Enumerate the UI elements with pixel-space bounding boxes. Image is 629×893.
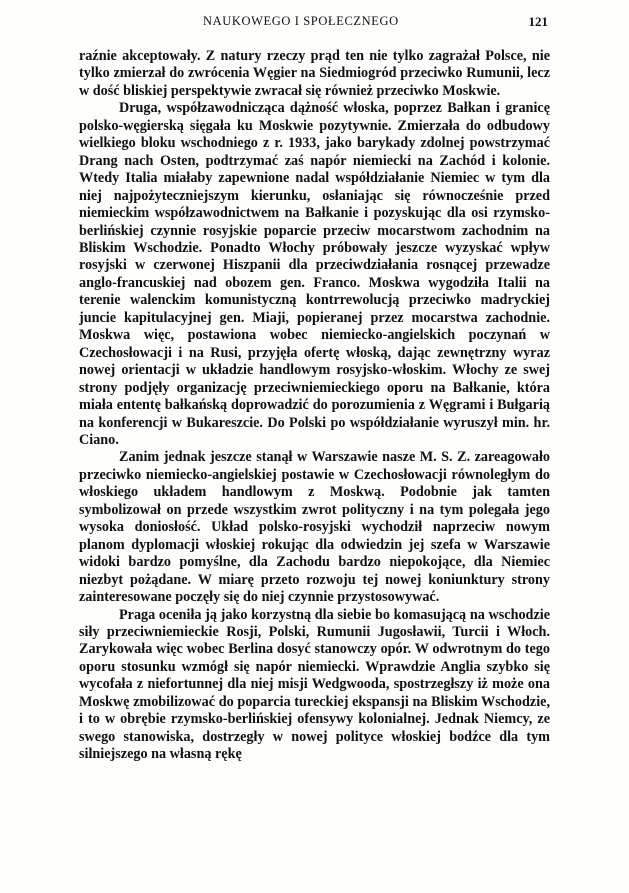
page-header: [78, 14, 548, 34]
running-title: NAUKOWEGO I SPOŁECZNEGO: [203, 14, 399, 28]
paragraph-1: raźnie akceptowały. Z natury rzeczy prąd ten nie tylko zagrażał Polsce, nie tylko zmierzał do zwrócenia Węgier na Siedmiogród przeciwko Rumunii, lecz w dość bliskiej perspektywie zwracał się również przeciwko Moskwie.: [79, 48, 550, 99]
paragraph-3: Zanim jednak jeszcze stanął w Warszawie nasze M. S. Z. zareagowało przeciwko niemiecko-angielskiej postawie w Czechosłowacji równoległym do włoskiego układem handlowym z Moskwą. Podobnie jak tamten symbolizował on przede wszystkim zwrot polityczny i na tym polegała jego wysoka doniosłość. Układ polsko-rosyjski wychodził naprzeciw nowym planom dyplomacji włoskiej rokując dla odwiedzin jej szefa w Warszawie widoki bardzo pomyślne, dla Zachodu bardzo niepokojące, dla Niemiec niezbyt pożądane. W miarę przeto rozwoju tej nowej koniunktury strony zainteresowane poczęły się do niej czynnie przystosowywać.: [79, 449, 550, 606]
body-text: [79, 48, 550, 764]
paragraph-4: Praga oceniła ją jako korzystną dla siebie bo komasującą na wschodzie siły przeciwniemieckie Rosji, Polski, Rumunii Jugosławii, Turcii i Włoch. Zarykowała więc wobec Berlina dosyć stanowczy opór. W odwrotnym do tego oporu stosunku wzmógł się napór niemiecki. Wprawdzie Anglia szybko się wycofała z niefortunnej dla niej misji Wedgwooda, spostrzegłszy iż może ona Moskwę zmobilizować do poparcia tureckiej ekspansji na Bliskim Wschodzie, i to w obrębie rzymsko-berlińskiej ofensywy kolonialnej. Jednak Niemcy, ze swego stanowiska, dostrzegły w nowej polityce włoskiej bodźce dla tym silniejszego na własną rękę: [79, 606, 550, 763]
paragraph-2: Druga, współzawodnicząca dążność włoska, poprzez Bałkan i granicę polsko-węgierską sięgała ku Moskwie pozytywnie. Zmierzała do odbudowy wielkiego bloku wschodniego z r. 1933, jako barykady zdolnej powstrzymać Drang nach Osten, podtrzymać zaś napór niemiecki na Zachód i kolonie. Wtedy Italia miałaby zapewnione nadal współdziałanie Niemiec w tym dla niej najpożyteczniejszym kierunku, osłaniając się równocześnie przed niemieckim współzawodnictwem na Bałkanie i pozyskując dla osi rzymsko-berlińskiej czynnie rosyjskie poparcie przeciw mocarstwom zachodnim na Bliskim Wschodzie. Ponadto Włochy próbowały jeszcze wyzyskać wpływ rosyjski w czerwonej Hiszpanii dla przeciwdziałania rosnącej przewadze anglo-francuskiej nad obozem gen. Franco. Moskwa wygodziła Italii na terenie walenckim komunistyczną kontrrewolucją przeciwko madryckiej juncie kapitulacyjnej gen. Miaji, popieranej przez mocarstwa zachodnie. Moskwa więc, postawiona wobec niemiecko-angielskich poczynań w Czechosłowacji i na Rusi, przyjęła ofertę włoską, dając zewnętrzny wyraz nowej orientacji w układzie handlowym rosyjsko-włoskim. Włochy ze swej strony podjęły organizację przeciwniemieckiego oporu na Bałkanie, która miała ententę bałkańską doprowadzić do porozumienia z Węgrami i Bułgarią na konferencji w Bukareszcie. Do Polski po współdziałanie wyruszył min. hr. Ciano.: [79, 100, 550, 448]
page-number: 121: [528, 14, 548, 29]
